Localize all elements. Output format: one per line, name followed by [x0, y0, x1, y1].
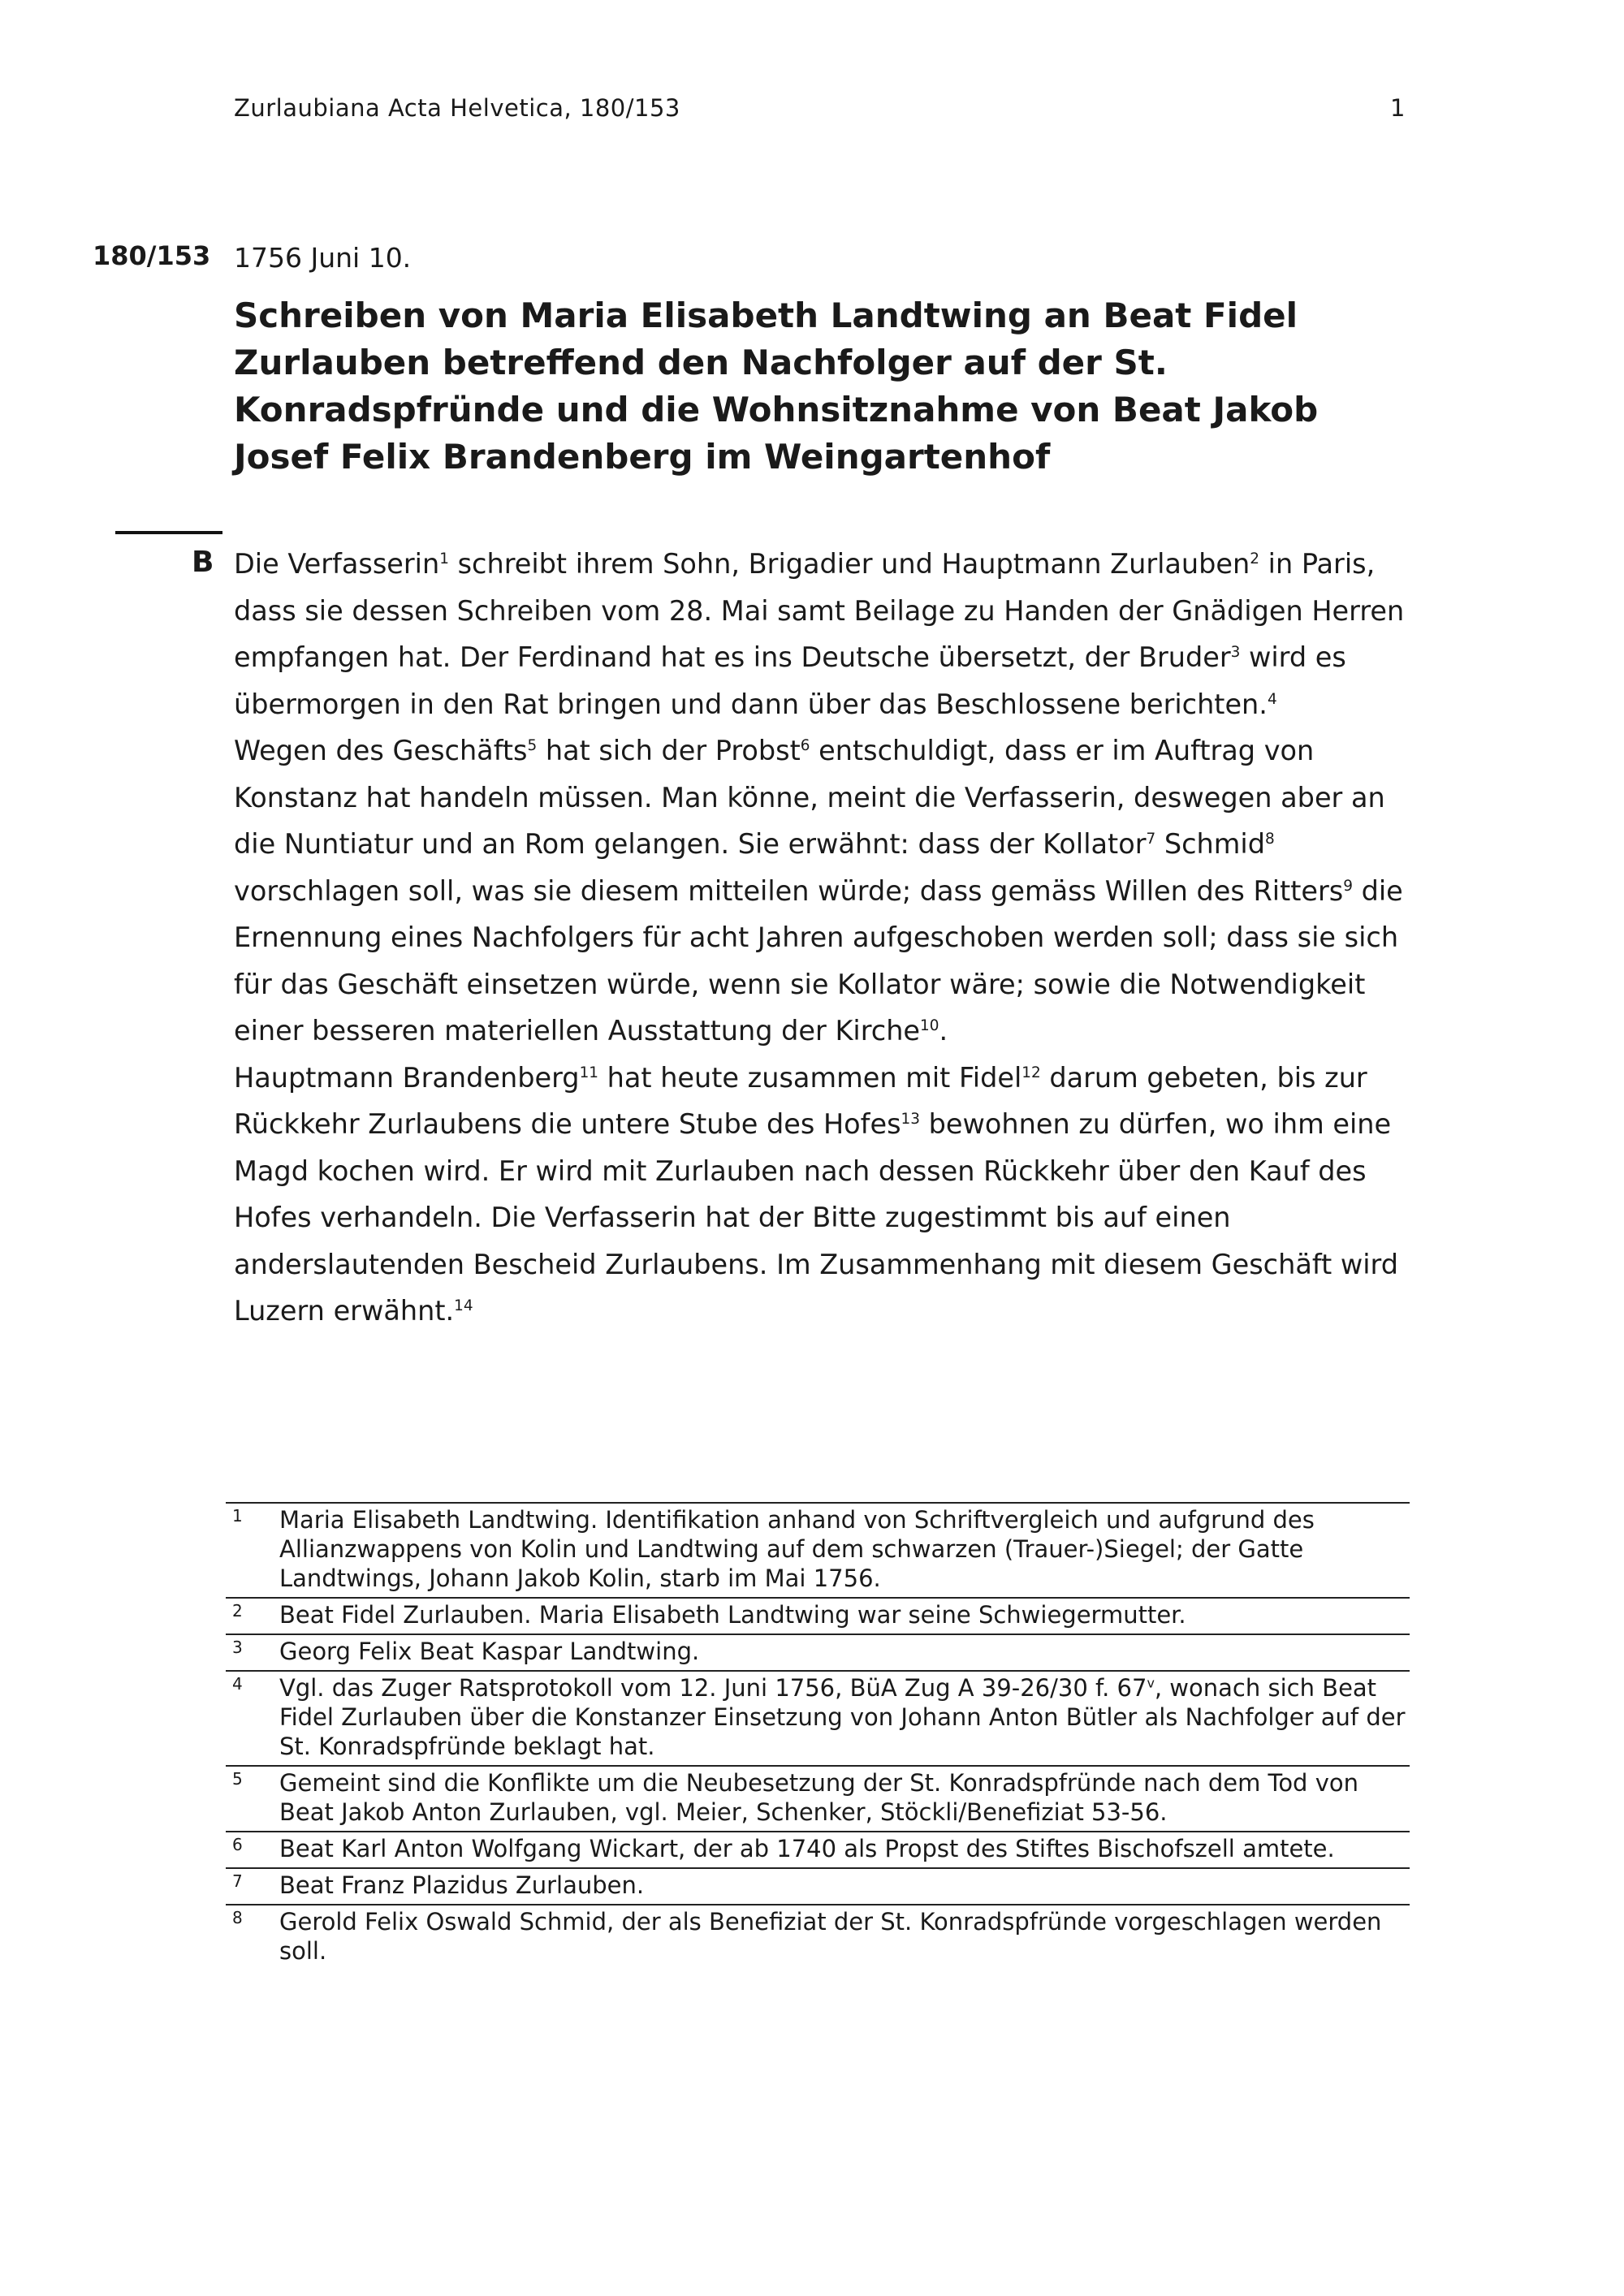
footnote-text: Beat Franz Plazidus Zurlauben. [279, 1871, 645, 1899]
footnote [226, 1672, 1410, 1767]
document-title: Schreiben von Maria Elisabeth Landtwing an Beat Fidel Zurlauben betreffend den Nachfolger auf der St. Konradspfründe und die Wohnsitznahme von Beat Jakob Josef Felix Brandenberg im Weingartenhof [234, 296, 1319, 477]
footnote [226, 1832, 1410, 1869]
section-rule [115, 531, 222, 534]
footnote-reference[interactable]: v [1147, 1675, 1155, 1691]
footnote-reference[interactable]: 13 [901, 1110, 920, 1128]
footnote-text [279, 1673, 1410, 1761]
text-run: hat sich der Probst [537, 735, 801, 766]
document-number: 180/153 [93, 240, 211, 271]
text-run: in Paris, dass sie dessen Schreiben vom 28. Mai samt Beilage zu Handen der Gnädigen Herren empfangen hat. Der Ferdinand hat es ins Deutsche übersetzt, der Bruder [234, 548, 1405, 673]
footnote [226, 1905, 1410, 1970]
text-run: entschuldigt, dass er im Auftrag von Konstanz hat handeln müssen. Man könne, meint die Verfasserin, deswegen aber an die Nuntiatur und an Rom gelangen. Sie erwähnt: dass der Kollator [234, 735, 1385, 860]
footnote [226, 1767, 1410, 1832]
text-run: . [939, 1015, 948, 1047]
footnote-reference[interactable]: 12 [1021, 1064, 1041, 1081]
footnote-text: Beat Fidel Zurlauben. Maria Elisabeth Landtwing war seine Schwiegermutter. [279, 1601, 1186, 1629]
footnote-reference[interactable]: 9 [1343, 877, 1353, 895]
footnote-number: 7 [232, 1871, 243, 1891]
text-run: Wegen des Geschäfts [234, 735, 528, 766]
text-run: darum gebeten, bis zur Rückkehr Zurlaubens die untere Stube des Hofes [234, 1061, 1367, 1140]
running-head: Zurlaubiana Acta Helvetica, 180/153 [234, 94, 680, 122]
footnote-reference[interactable]: 6 [800, 736, 810, 754]
text-run: Die Verfasserin [234, 548, 440, 580]
footnote-reference[interactable]: 3 [1230, 643, 1241, 661]
body-paragraph [234, 541, 1411, 727]
document-date: 1756 Juni 10. [234, 242, 412, 274]
text-run: wird es übermorgen in den Rat bringen und dann über das Beschlossene berichten. [234, 641, 1346, 720]
footnote [226, 1504, 1410, 1599]
footnote-reference[interactable]: 10 [920, 1016, 939, 1034]
footnote-reference[interactable]: 8 [1264, 830, 1275, 848]
body-paragraph [234, 1055, 1411, 1335]
footnote-number: 5 [232, 1769, 243, 1789]
text-run: die Ernennung eines Nachfolgers für acht Jahren aufgeschoben werden soll; dass sie sich für das Geschäft einsetzen würde, wenn sie Kollator wäre; sowie die Notwendigkeit einer besseren materiellen Ausstattung der Kirche [234, 874, 1403, 1047]
footnote-text: Gemeint sind die Konflikte um die Neubesetzung der St. Konradspfründe nach dem Tod von Beat Jakob Anton Zurlauben, vgl. Meier, Schenker, Stöckli/Benefiziat 53-56. [279, 1769, 1358, 1826]
footnote-reference[interactable]: 1 [439, 550, 449, 568]
footnotes [226, 1502, 1410, 1970]
footnote-reference[interactable]: 11 [579, 1064, 598, 1081]
footnote-number: 2 [232, 1601, 243, 1621]
footnote-text: Maria Elisabeth Landtwing. Identifikation anhand von Schriftvergleich und aufgrund des Allianzwappens von Kolin und Landtwing auf dem schwarzen (Trauer-)Siegel; der Gatte Landtwings, Johann Jakob Kolin, starb im Mai 1756. [279, 1506, 1315, 1592]
text-run: Schmid [1155, 828, 1265, 860]
footnote [226, 1635, 1410, 1672]
footnote-number: 6 [232, 1835, 243, 1854]
regest-body [234, 541, 1411, 1335]
text-run: schreibt ihrem Sohn, Brigadier und Hauptmann Zurlauben [448, 548, 1250, 580]
footnote-number: 1 [232, 1506, 243, 1526]
text-run: vorschlagen soll, was sie diesem mitteilen würde; dass gemäss Willen des Ritters [234, 874, 1344, 907]
text-run: Hauptmann Brandenberg [234, 1061, 580, 1094]
text-run: , wonach sich Beat Fidel Zurlauben über die Konstanzer Einsetzung von Johann Anton Bütler als Nachfolger auf der St. Konradspfründe beklagt hat. [279, 1674, 1406, 1760]
footnote [226, 1869, 1410, 1905]
footnote-text: Gerold Felix Oswald Schmid, der als Benefiziat der St. Konradspfründe vorgeschlagen werden soll. [279, 1908, 1382, 1965]
footnote-number: 8 [232, 1908, 243, 1927]
footnote-reference[interactable]: 2 [1250, 550, 1259, 568]
body-paragraph [234, 727, 1411, 1055]
footnote-text: Georg Felix Beat Kaspar Landtwing. [279, 1638, 700, 1665]
page-number: 1 [1390, 94, 1406, 122]
text-run: hat heute zusammen mit Fidel [598, 1061, 1022, 1094]
footnote-reference[interactable]: 4 [1267, 690, 1277, 708]
document-type-marker: B [192, 546, 214, 579]
footnote-number: 4 [232, 1674, 243, 1694]
footnote-reference[interactable]: 7 [1146, 830, 1156, 848]
footnote-reference[interactable]: 5 [527, 736, 538, 754]
text-run: bewohnen zu dürfen, wo ihm eine Magd kochen wird. Er wird mit Zurlauben nach dessen Rückkehr über den Kauf des Hofes verhandeln. Die Verfasserin hat der Bitte zugestimmt bis auf einen anderslautenden Bescheid Zurlaubens. Im Zusammenhang mit diesem Geschäft wird Luzern erwähnt. [234, 1108, 1399, 1327]
footnote [226, 1599, 1410, 1635]
footnote-reference[interactable]: 14 [454, 1297, 473, 1314]
footnote-text: Beat Karl Anton Wolfgang Wickart, der ab 1740 als Propst des Stiftes Bischofszell amtete. [279, 1835, 1335, 1862]
footnote-number: 3 [232, 1638, 243, 1657]
text-run: Vgl. das Zuger Ratsprotokoll vom 12. Juni 1756, BüA Zug A 39-26/30 f. 67 [279, 1674, 1147, 1702]
